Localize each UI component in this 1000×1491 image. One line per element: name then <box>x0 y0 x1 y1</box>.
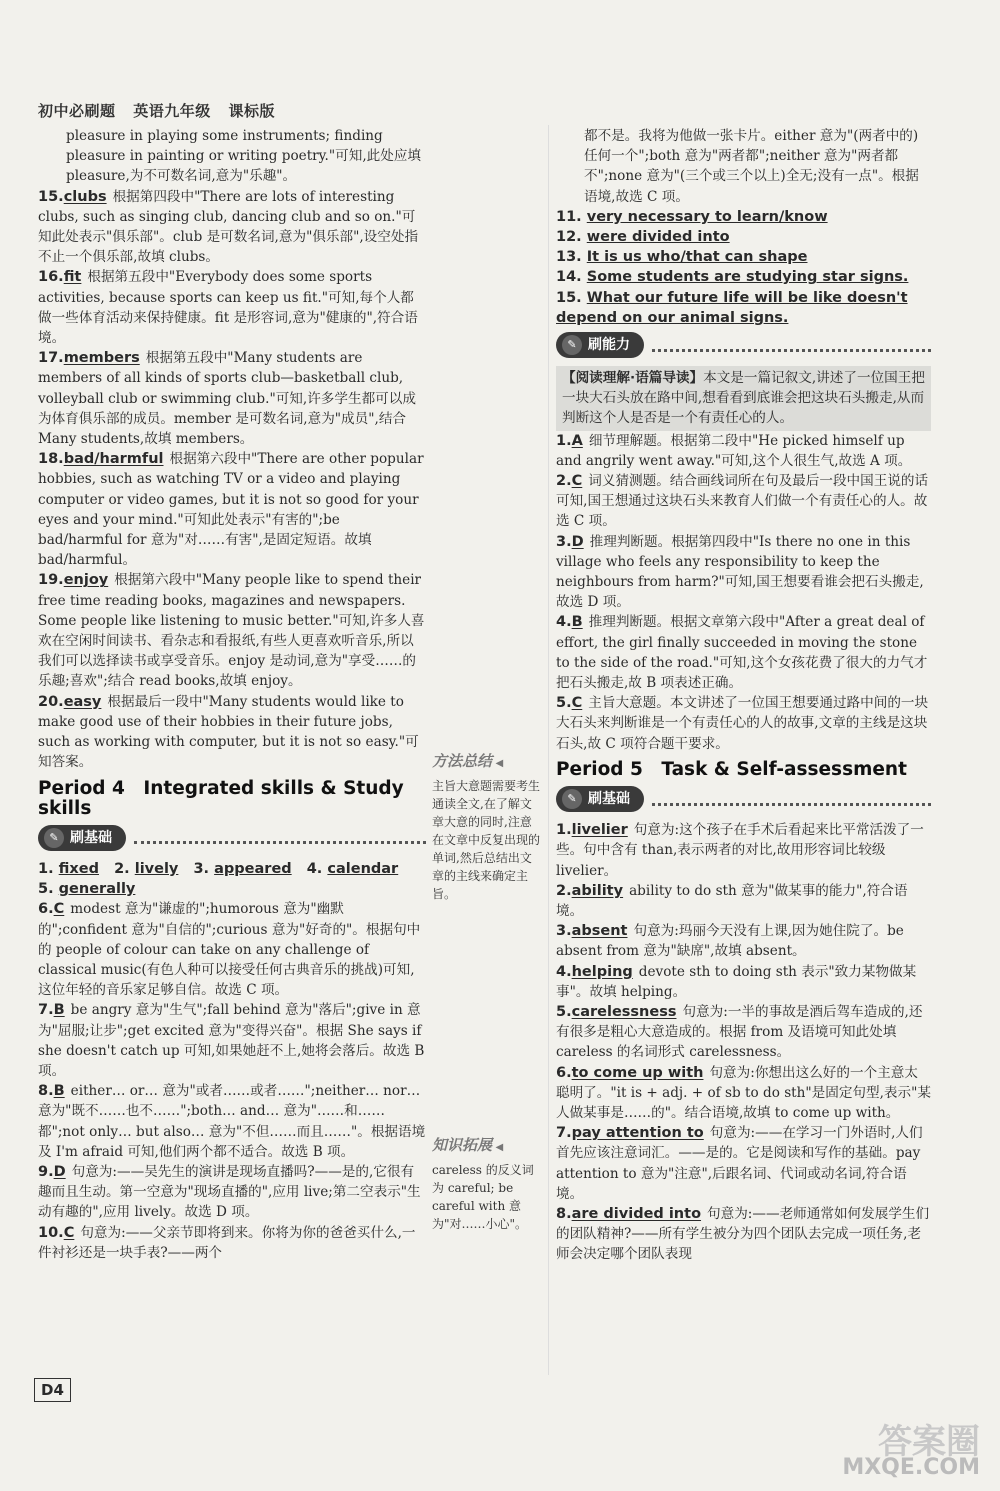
watermark <box>842 1422 980 1481</box>
answer-item <box>38 1162 426 1223</box>
dotted-rule <box>652 339 931 352</box>
item-number: 9. <box>38 1163 54 1180</box>
book-icon: ✎ <box>562 335 582 355</box>
item-number: 3. <box>193 860 210 877</box>
item-number: 3. <box>556 923 572 940</box>
header-edition: 课标版 <box>228 102 276 120</box>
item-number: 4. <box>306 860 323 877</box>
answer-item <box>38 267 426 348</box>
method-summary-note <box>432 752 542 903</box>
item-number: 10. <box>38 1224 64 1241</box>
watermark-logo: 答案圈 <box>878 1422 980 1462</box>
answer-item <box>38 692 426 773</box>
answer-item <box>556 820 931 881</box>
answer-item <box>38 187 426 268</box>
book-icon: ✎ <box>44 828 64 848</box>
answer-item <box>556 962 931 1002</box>
item-answer: clubs <box>63 188 107 205</box>
item-answer: lively <box>134 860 179 877</box>
item-answer: calendar <box>327 860 399 877</box>
answer-item <box>38 1081 426 1162</box>
section-title-period-4: Period 4 Integrated skills & Study skills <box>38 777 404 819</box>
item-explanation: 根据第四段中"There are lots of interesting clubs, such as singing club, dancing club and so on."可知此处表示"俱乐部"。club 是可数名词,意为"俱乐部",设空处指不止一个俱乐部,故填 clubs。 <box>38 188 419 266</box>
answer-item <box>556 921 931 961</box>
item-answer: ability <box>571 882 624 899</box>
item-explanation: 根据最后一段中"Many students would like to make good use of their hobbies in their future jobs, such as working with computer, but it is not so easy."可知答案。 <box>38 693 419 771</box>
item-explanation: ability to do sth 意为"做某事的能力",符合语境。 <box>556 882 908 919</box>
item-number: 15. <box>556 289 582 306</box>
item-number: 2. <box>114 860 130 877</box>
item-answer: generally <box>58 881 136 898</box>
item-number: 14. <box>556 269 582 286</box>
item-answer: B <box>53 1002 65 1019</box>
note-title: 知识拓展 ◀ <box>432 1136 542 1157</box>
item-number: 15. <box>38 188 64 205</box>
item-explanation: modest 意为"谦虚的";humorous 意为"幽默的";confident 意为"自信的";curious 意为"好奇的"。根据句中的 people of colour can take on any challenge of classical music(有色人种可以接受任何古典音乐的挑战)可知,这位年轻的音乐家足够自信。故选 C 项。 <box>38 901 421 999</box>
item-explanation: 句意为:玛丽今天没有上课,因为她住院了。be absent from 意为"缺席",故填 absent。 <box>556 923 904 960</box>
item-answer: enjoy <box>63 572 109 589</box>
section-badge-row <box>38 825 426 851</box>
item-answer: Some students are studying star signs. <box>586 269 909 286</box>
item-number: 7. <box>556 1125 572 1142</box>
item-answer: fit <box>63 269 82 286</box>
item-answer: are divided into <box>571 1205 702 1222</box>
section-badge-row <box>556 332 931 358</box>
guide-text: 本文是一篇记叙文,讲述了一位国王把一块大石头放在路中间,想看看到底谁会把这块石头搬走,从而判断这个人是否是一个有责任心的人。 <box>562 370 925 427</box>
item-explanation: 推理判断题。根据文章第六段中"After a great deal of effort, the girl finally succeeded in moving the stone to the side of the road."可知,这个女孩花费了很大的力气才把石头搬走,故 B 项表述正确。 <box>556 614 928 692</box>
item-explanation: 细节理解题。根据第二段中"He picked himself up and angrily went away."可知,这个人很生气,故选 A 项。 <box>556 432 912 469</box>
item-answer: A <box>571 432 583 449</box>
fill-answer-item <box>556 227 931 247</box>
item-answer: carelessness <box>571 1003 677 1020</box>
item-answer: D <box>571 533 584 550</box>
item-number: 8. <box>556 1205 572 1222</box>
item-number: 7. <box>38 1002 54 1019</box>
item-answer: C <box>571 695 583 712</box>
note-text: 主旨大意题需要考生通读全文,在了解文章大意的同时,注意在文章中反复出现的单词,然后总结出文章的主线来确定主旨。 <box>432 779 541 901</box>
answer-item <box>38 1000 426 1081</box>
item-answer: C <box>571 473 583 490</box>
note-title: 方法总结 ◀ <box>432 752 542 773</box>
answer-item <box>38 449 426 570</box>
item-number: 5. <box>556 695 572 712</box>
item-number: 6. <box>556 1064 572 1081</box>
section-title-period-5: Period 5 Task & Self-assessment <box>556 758 907 780</box>
item-explanation: be angry 意为"生气";fall behind 意为"落后";give in 意为"屈服;让步";get excited 意为"变得兴奋"。根据 She says if she doesn't catch up 可知,如果她赶不上,她将会落后。故选 B 项。 <box>38 1002 425 1079</box>
item-answer: B <box>53 1083 65 1100</box>
item-number: 8. <box>38 1083 54 1100</box>
answer-item <box>556 693 931 754</box>
answer-item <box>556 1123 931 1204</box>
item-number: 5. <box>38 881 54 898</box>
item-explanation: 主旨大意题。本文讲述了一位国王想要通过路中间的一块大石头来判断谁是一个有责任心的人的故事,文章的主线是这块石头,故 C 项符合题干要求。 <box>556 695 929 752</box>
header-subject: 英语九年级 <box>133 102 211 120</box>
quick-answers <box>38 859 426 879</box>
answer-item <box>38 899 426 1000</box>
dotted-rule <box>134 831 426 844</box>
item-explanation: devote sth to doing sth 表示"致力某物做某事"。故填 helping。 <box>556 963 917 1000</box>
item-answer: It is us who/that can shape <box>586 249 808 266</box>
badge-label: 刷基础 <box>588 791 630 807</box>
answer-item <box>556 612 931 693</box>
answer-item <box>556 471 931 532</box>
fill-answer-item <box>556 247 931 267</box>
item-answer: appeared <box>214 860 292 877</box>
page-number: D4 <box>34 1378 71 1402</box>
answer-item <box>38 348 426 449</box>
item-answer: livelier <box>571 822 628 839</box>
item-answer: members <box>63 350 140 367</box>
item-answer: fixed <box>58 860 99 877</box>
item-explanation: 根据第五段中"Everybody does some sports activities, because sports can keep us fit."可知,每个人都做一些体育活动来保持健康。fit 是形容词,意为"健康的",符合语境。 <box>38 269 418 347</box>
item-number: 19. <box>38 572 64 589</box>
item-answer: bad/harmful <box>63 451 164 468</box>
item-number: 4. <box>556 963 572 980</box>
answer-item <box>556 532 931 613</box>
left-intro: pleasure in playing some instruments; finding pleasure in painting or writing poetry."可知,此处应填 pleasure,为不可数名词,意为"乐趣"。 <box>66 128 422 185</box>
item-number: 11. <box>556 208 582 225</box>
left-items <box>38 187 426 773</box>
item-answer: What our future life will be like doesn't depend on our animal signs. <box>556 289 908 326</box>
answer-item <box>38 570 426 691</box>
fill-answer-item <box>556 207 931 227</box>
knowledge-extension-note <box>432 1136 542 1233</box>
item-answer: B <box>571 614 583 631</box>
item-answer: absent <box>571 923 628 940</box>
answer-item <box>38 1223 426 1263</box>
item-explanation: 句意为:你想出这么好的一个主意太聪明了。"it is + adj. + of sb to do sth"是固定句型,表示"某人做某事是……的"。结合语境,故填 to come up with。 <box>556 1064 931 1121</box>
answer-item <box>556 1002 931 1063</box>
item-explanation: 句意为:——父亲节即将到来。你将为你的爸爸买什么,一件衬衫还是一块手表?——两个 <box>38 1224 416 1261</box>
item-explanation: 根据第五段中"Many students are members of all kinds of sports club—basketball club, volleyball club or swimming club."可知,许多学生都可以成为体育俱乐部的成员。member 是可数名词,意为"成员",结合 Many students,故填 members。 <box>38 350 416 448</box>
book-icon: ✎ <box>562 789 582 809</box>
right-intro: 都不是。我将为他做一张卡片。either 意为"(两者中的)任何一个";both 意为"两者都";neither 意为"两者都不";none 意为"(三个或三个以上)全无;没有一点"。根据语境,故选 C 项。 <box>584 128 919 205</box>
right-items <box>556 431 931 754</box>
item-number: 12. <box>556 229 582 246</box>
item-number: 16. <box>38 269 64 286</box>
item-answer: were divided into <box>586 229 730 246</box>
left-column <box>38 126 426 1263</box>
section-badge <box>38 825 126 851</box>
item-number: 1. <box>38 860 54 877</box>
fill-answer-item <box>556 267 931 287</box>
reading-guide <box>556 366 931 431</box>
item-number: 20. <box>38 693 64 710</box>
badge-label: 刷能力 <box>588 336 630 353</box>
item-number: 3. <box>556 533 572 550</box>
item-number: 5. <box>556 1003 572 1020</box>
watermark-url: MXQE.COM <box>842 1455 980 1480</box>
left-items-2 <box>38 899 426 1263</box>
item-explanation: 根据第六段中"Many people like to spend their free time reading books, magazines and newspapers. Some people like listening to music better."可知,许多人喜欢在空闲时间读书、看杂志和看报纸,有些人更喜欢听音乐,所以我们可以选择读书或享受音乐。enjoy 是动词,意为"享受……的乐趣;喜欢";结合 read books,故填 enjoy。 <box>38 572 425 690</box>
quick-answer-5 <box>38 879 426 899</box>
answer-item <box>556 431 931 471</box>
item-answer: easy <box>63 693 102 710</box>
right-items-2 <box>556 820 931 1264</box>
item-answer: to come up with <box>571 1064 704 1081</box>
section-badge-row <box>556 786 931 812</box>
item-answer: D <box>53 1163 66 1180</box>
item-number: 2. <box>556 882 572 899</box>
section-badge <box>556 786 644 812</box>
item-number: 18. <box>38 451 64 468</box>
item-number: 6. <box>38 901 54 918</box>
item-answer: helping <box>571 963 633 980</box>
note-text: careless 的反义词为 careful; be careful with 意为"对……小心"。 <box>432 1163 534 1231</box>
guide-label: 【阅读理解·语篇导读】 <box>562 370 704 387</box>
item-explanation: either… or… 意为"或者……或者……";neither… nor… 意为"既不……也不……";both… and… 意为"……和……都";not only… but also… 意为"不但……而且……"。根据语境及 I'm afraid 可知,他们两个都不适合。故选 B 项。 <box>38 1083 426 1160</box>
fill-answers <box>556 207 931 328</box>
item-answer: pay attention to <box>571 1125 704 1142</box>
item-number: 13. <box>556 249 582 266</box>
item-number: 1. <box>556 822 572 839</box>
item-explanation: 推理判断题。根据第四段中"Is there no one in this village who feels any responsibility to keep the neighbours from harm?"可知,国王想要看谁会把石头搬走,故选 D 项。 <box>556 533 924 611</box>
item-explanation: 根据第六段中"There are other popular hobbies, such as watching TV or a video and playing computer or video games, but it is not so good for your eyes and your mind."可知此处表示"有害的";be bad/harmful for 意为"对……有害",是固定短语。故填 bad/harmful。 <box>38 451 424 569</box>
item-number: 1. <box>556 432 572 449</box>
item-answer: C <box>63 1224 75 1241</box>
item-explanation: 句意为:——在学习一门外语时,人们首先应该注意词汇。——是的。它是阅读和写作的基础。pay attention to 意为"注意",后跟名词、代词或动名词,符合语境。 <box>556 1125 923 1202</box>
answer-item <box>556 1063 931 1124</box>
answer-item <box>556 1204 931 1265</box>
item-number: 17. <box>38 350 64 367</box>
item-explanation: 句意为:这个孩子在手术后看起来比平常活泼了一些。句中含有 than,表示两者的对比,故用形容词比较级 livelier。 <box>556 822 924 879</box>
item-answer: C <box>53 901 65 918</box>
item-number: 4. <box>556 614 572 631</box>
right-column <box>556 126 931 1265</box>
item-explanation: 句意为:一半的事故是酒后驾车造成的,还有很多是粗心大意造成的。根据 from 及语境可知此处填careless 的名词形式 carelessness。 <box>556 1003 923 1061</box>
item-explanation: 句意为:——吴先生的演讲是现场直播吗?——是的,它很有趣而且生动。第一空意为"现场直播的",应用 live;第二空表示"生动有趣的",应用 lively。故选 D 项。 <box>38 1163 421 1221</box>
item-answer: very necessary to learn/know <box>586 208 828 225</box>
fill-answer-item <box>556 288 931 328</box>
item-number: 2. <box>556 473 572 490</box>
dotted-rule <box>652 793 931 806</box>
page-header <box>38 100 287 121</box>
item-explanation: 句意为:——老师通常如何发展学生们的团队精神?——所有学生被分为四个团队去完成一项任务,老师会决定哪个团队表现 <box>556 1205 930 1263</box>
header-title: 初中必刷题 <box>38 102 116 120</box>
column-divider <box>548 125 549 1375</box>
section-badge <box>556 332 644 358</box>
item-explanation: 词义猜测题。结合画线词所在句及最后一段中国王说的话可知,国王想通过这块石头来教育人们做一个有责任心的人。故选 C 项。 <box>556 473 929 530</box>
answer-item <box>556 881 931 921</box>
badge-label: 刷基础 <box>70 829 112 846</box>
